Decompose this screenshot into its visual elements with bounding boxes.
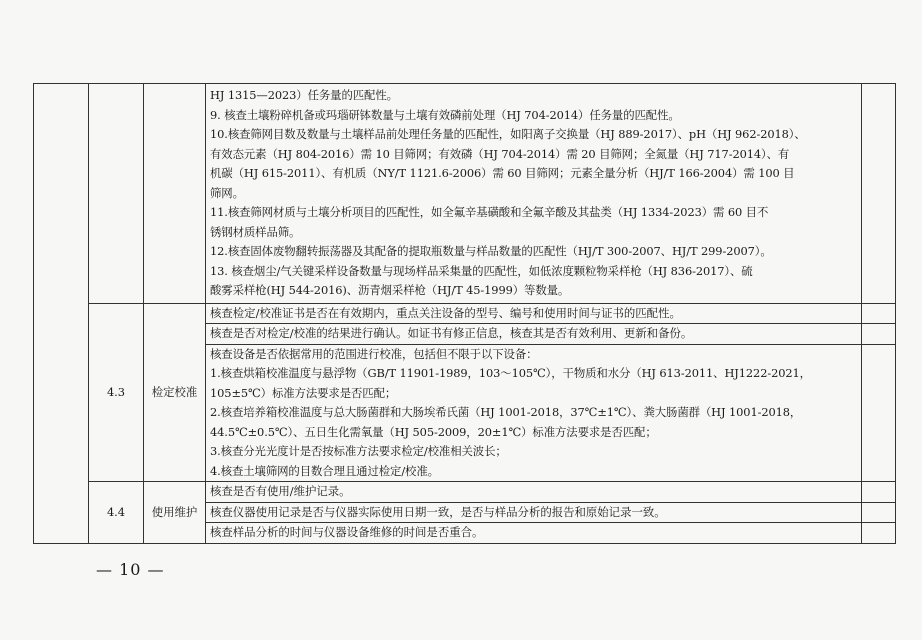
content-line: 2.核查培养箱校准温度与总大肠菌群和大肠埃希氏菌（HJ 1001-2018，37℃±1℃）、粪大肠菌群（HJ 1001-2018， bbox=[210, 405, 802, 419]
check-item bbox=[206, 344, 862, 482]
content-line: HJ 1315—2023）任务量的匹配性。 bbox=[210, 88, 398, 102]
section-title: 使用维护 bbox=[144, 482, 206, 544]
content-line: 12.核查固体废物翻转振荡器及其配备的提取瓶数量与样品数量的匹配性（HJ/T 300-2007、HJ/T 299-2007）。 bbox=[210, 244, 772, 258]
content-line: 核查设备是否依据常用的范围进行校准，包括但不限于以下设备： bbox=[210, 346, 538, 361]
content-line: 10.核查筛网目数及数量与土壤样品前处理任务量的匹配性，如阳离子交换量（HJ 889-2017）、pH（HJ 962-2018）、 bbox=[210, 127, 806, 141]
section-number: 4.3 bbox=[89, 303, 144, 482]
remark-cell bbox=[862, 303, 896, 324]
title-cell-blank bbox=[144, 84, 206, 304]
continuation-content-cell bbox=[206, 84, 862, 304]
number-cell-blank bbox=[89, 84, 144, 304]
check-item: 核查检定/校准证书是否在有效期内，重点关注设备的型号、编号和使用时间与证书的匹配性。 bbox=[206, 303, 862, 324]
remark-cell bbox=[862, 84, 896, 304]
table-row bbox=[34, 303, 896, 324]
section-title: 检定校准 bbox=[144, 303, 206, 482]
content-line: 机碳（HJ 615-2011）、有机质（NY/T 1121.6-2006）需 60 目筛网；元素全量分析（HJ/T 166-2004）需 100 目 bbox=[210, 166, 795, 180]
check-item: 核查仪器使用记录是否与仪器实际使用日期一致，是否与样品分析的报告和原始记录一致。 bbox=[206, 502, 862, 523]
content-line: 3.核查分光光度计是否按标准方法要求检定/校准相关波长； bbox=[210, 444, 507, 458]
content-line: 11.核查筛网材质与土壤分析项目的匹配性，如全氟辛基磺酸和全氟辛酸及其盐类（HJ 1334-2023）需 60 目不 bbox=[210, 205, 769, 219]
content-line: 13. 核查烟尘/气关键采样设备数量与现场样品采集量的匹配性，如低浓度颗粒物采样枪（HJ 836-2017）、硫 bbox=[210, 263, 753, 278]
check-item: 核查样品分析的时间与仪器设备维修的时间是否重合。 bbox=[206, 523, 862, 544]
content-line: 4.核查土壤筛网的目数合理且通过检定/校准。 bbox=[210, 463, 439, 478]
content-line: 锈钢材质样品筛。 bbox=[210, 224, 301, 239]
remark-cell bbox=[862, 482, 896, 503]
check-item: 核查是否对检定/校准的结果进行确认。如证书有修正信息，核查其是否有效利用、更新和备份。 bbox=[206, 324, 862, 345]
content-line: 有效态元素（HJ 804-2016）需 10 目筛网；有效磷（HJ 704-2014）需 20 目筛网；全氮量（HJ 717-2014）、有 bbox=[210, 146, 790, 161]
section-number: 4.4 bbox=[89, 482, 144, 544]
content-line: 筛网。 bbox=[210, 185, 244, 200]
inspection-table bbox=[33, 83, 896, 544]
check-item: 核查是否有使用/维护记录。 bbox=[206, 482, 862, 503]
table-row-continuation bbox=[34, 84, 896, 304]
content-line: 酸雾采样枪(HJ 544-2016)、沥青烟采样枪（HJ/T 45-1999）等数量。 bbox=[210, 283, 570, 297]
remark-cell bbox=[862, 344, 896, 482]
table-row bbox=[34, 482, 896, 503]
remark-cell bbox=[862, 324, 896, 345]
content-line: 44.5℃±0.5℃）、五日生化需氧量（HJ 505-2009，20±1℃）标准方法要求是否匹配； bbox=[210, 424, 657, 439]
remark-cell bbox=[862, 502, 896, 523]
remark-cell bbox=[862, 523, 896, 544]
content-line: 105±5℃）标准方法要求是否匹配； bbox=[210, 385, 397, 400]
page-number: — 10 — bbox=[96, 560, 165, 579]
outer-blank-cell bbox=[34, 84, 89, 544]
content-line: 1.核查烘箱校准温度与悬浮物（GB/T 11901-1989，103～105℃），干物质和水分（HJ 613-2011、HJ1222-2021， bbox=[210, 366, 811, 380]
content-line: 9. 核查土壤粉碎机备或玛瑙研钵数量与土壤有效磷前处理（HJ 704-2014）任务量的匹配性。 bbox=[210, 107, 680, 122]
